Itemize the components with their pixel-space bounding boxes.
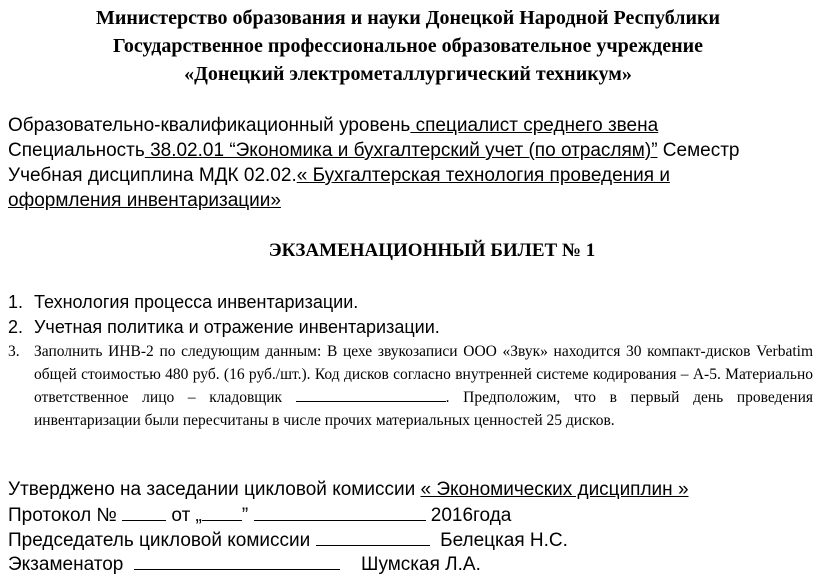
question-number: 2. xyxy=(8,317,24,337)
chair-signature-blank xyxy=(316,528,430,546)
examiner-label: Экзаменатор xyxy=(8,554,124,575)
college-heading: «Донецкий электрометаллургический техникум» xyxy=(184,63,632,85)
question-3 xyxy=(8,340,813,432)
question-number: 1. xyxy=(8,292,24,312)
chair-label: Председатель цикловой комиссии xyxy=(8,530,311,551)
chair-line xyxy=(8,528,568,553)
institution-heading: Государственное профессиональное образовательное учреждение xyxy=(112,35,704,57)
examiner-line xyxy=(8,552,481,577)
discipline-label: Учебная дисциплина МДК 02.02. xyxy=(8,165,297,186)
storekeeper-name-blank xyxy=(296,386,446,402)
protocol-year: 2016года xyxy=(430,505,512,526)
approved-line xyxy=(8,478,689,502)
qualification-level-line xyxy=(8,114,658,138)
specialty-value: 38.02.01 “Экономика и бухгалтерский учет (по отраслям)” xyxy=(144,140,658,161)
protocol-line xyxy=(8,503,511,528)
specialty-line xyxy=(8,139,740,163)
discipline-line-2 xyxy=(8,189,281,213)
chair-name: Белецкая Н.С. xyxy=(440,530,568,551)
level-label: Образовательно-квалификационный уровень xyxy=(8,115,411,136)
question-text-part-b: . Предположим, что в первый день проведения инвентаризации были пересчитаны в числе прочих материальных ценностей 25 дисков. xyxy=(34,389,813,429)
ministry-heading: Министерство образования и науки Донецкой Народной Республики xyxy=(95,7,721,29)
level-value: специалист среднего звена xyxy=(410,115,659,136)
semester-label: Семестр xyxy=(657,140,740,161)
ticket-title: ЭКЗАМЕНАЦИОННЫЙ БИЛЕТ № 1 xyxy=(268,240,596,261)
protocol-number-blank xyxy=(122,503,166,521)
question-text-part-a: Заполнить ИНВ-2 по следующим данным: В цехе звукозаписи ООО «Звук» находится 30 компакт-дисков Verbatim общей стоимостью 480 руб. (16 руб./шт.). Код дисков согласно внутренней системе кодирования – А-5. Материально ответственное лицо – кладовщик xyxy=(34,343,813,406)
question-1 xyxy=(8,291,358,313)
discipline-line xyxy=(8,164,670,188)
question-text: Учетная политика и отражение инвентаризации. xyxy=(34,317,440,337)
protocol-day-blank xyxy=(202,503,242,521)
commission-name: « Экономических дисциплин » xyxy=(420,479,689,500)
protocol-label: Протокол № xyxy=(8,505,117,526)
examiner-name: Шумская Л.А. xyxy=(361,554,481,575)
approved-label: Утверджено на заседании цикловой комиссии xyxy=(8,479,416,500)
protocol-month-blank xyxy=(254,503,426,521)
question-text: Технология процесса инвентаризации. xyxy=(34,292,359,312)
discipline-value-1: « Бухгалтерская технология проведения и xyxy=(296,165,670,186)
protocol-from: от „ xyxy=(171,505,202,526)
question-number: 3. xyxy=(8,343,20,360)
specialty-label: Специальность xyxy=(8,140,145,161)
protocol-quote: ” xyxy=(241,505,249,526)
examiner-signature-blank xyxy=(134,552,340,570)
question-2 xyxy=(8,316,440,338)
discipline-value-2: оформления инвентаризации» xyxy=(8,190,281,211)
